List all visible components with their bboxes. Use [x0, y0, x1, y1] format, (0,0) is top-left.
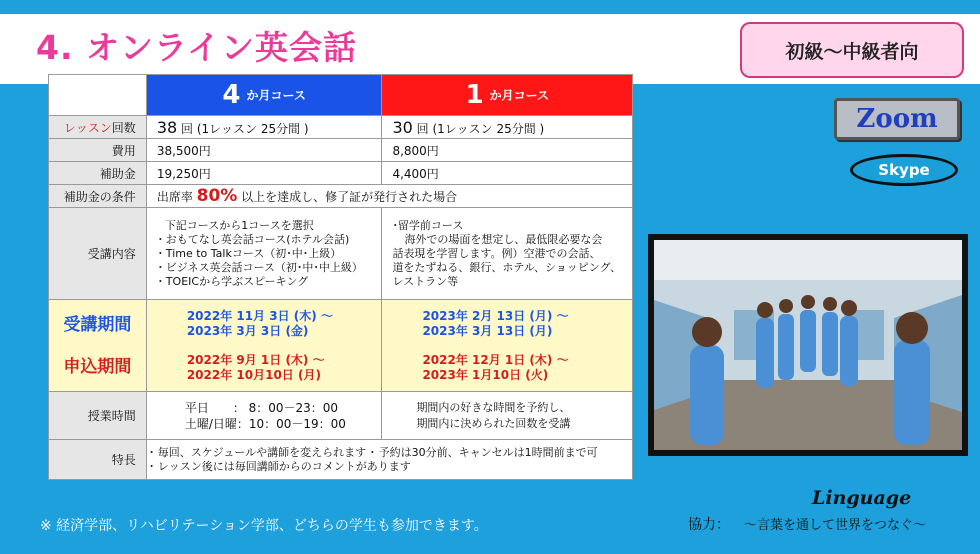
content-4month — [146, 208, 382, 300]
features-label: 特長 — [49, 440, 147, 480]
subsidy-row — [49, 162, 633, 185]
condition-row — [49, 185, 633, 208]
top-accent-bar — [0, 0, 980, 14]
apply-period-label: 申込期間 — [63, 356, 132, 377]
subsidy-label: 補助金 — [49, 162, 147, 185]
features-line: ･ レッスン後には毎回講師からのコメントがあります — [148, 459, 411, 473]
apply-period-4month-start: 2022年 9月 1日 (木) 〜 — [186, 352, 325, 367]
study-period-label: 受講期間 — [63, 314, 132, 335]
content-1month-line: 道をたずねる、銀行、ホテル、ショッピング、 — [392, 260, 622, 274]
hours-weekend: 土曜/日曜：10：00－19：00 — [184, 416, 346, 431]
content-4month-line: ・おもてなし英会話コース(ホテル会話) — [154, 232, 350, 246]
content-1month-line: レストラン等 — [392, 274, 459, 288]
content-4month-line: ・TOEICから学ぶスピーキング — [154, 274, 309, 288]
instructors-photo-illustration — [654, 240, 962, 450]
apply-period-4month-end: 2022年 10月10日 (月) — [186, 367, 321, 382]
course-1month-header — [382, 75, 633, 116]
level-badge: 初級〜中級者向 — [740, 22, 964, 78]
credit-label: 協力： — [688, 517, 730, 533]
hours-label: 授業時間 — [49, 392, 147, 440]
apply-period-1month-start: 2022年 12月 1日 (木) 〜 — [422, 352, 569, 367]
lessons-1month-count: 30 — [392, 117, 413, 137]
hours-1month — [382, 392, 633, 440]
course-4month-number: 4 — [222, 80, 241, 110]
content-4month-line: 下記コースから1コースを選択 — [164, 218, 314, 232]
condition-label: 補助金の条件 — [49, 185, 147, 208]
lessons-4month-count: 38 — [156, 117, 178, 137]
cost-label: 費用 — [49, 139, 147, 162]
content-1month-line: ･留学前コース — [392, 218, 464, 232]
header-corner — [49, 75, 147, 116]
footnote: ※ 経済学部、リハビリテーション学部、どちらの学生も参加できます。 — [40, 518, 488, 534]
condition-percent: 80% — [196, 186, 238, 206]
features-line: ･ 毎回、スケジュールや講師を変えられます ･ 予約は30分前、キャンセルは1時間前まで可 — [148, 445, 598, 459]
cost-1month: 8,800円 — [382, 139, 633, 162]
hours-weekday: 平日 ： 8：00－23：00 — [184, 400, 339, 415]
lessons-row — [49, 116, 633, 139]
content-4month-line: ・ビジネス英会話コース（初･中･中上級） — [154, 260, 363, 274]
condition-post: 以上を達成し、修了証が発行された場合 — [237, 190, 458, 204]
features-row — [49, 440, 633, 480]
course-1month-number: 1 — [465, 80, 484, 110]
header-row — [49, 75, 633, 116]
period-row — [49, 300, 633, 392]
zoom-button[interactable]: Zoom — [834, 98, 960, 140]
lessons-label-red: レッスン — [63, 120, 112, 135]
cost-row — [49, 139, 633, 162]
linguage-tagline: 〜言葉を通して世界をつなぐ〜 — [744, 518, 927, 533]
hours-row — [49, 392, 633, 440]
linguage-logo: Linguage — [812, 487, 912, 509]
course-4month-label: か月コース — [246, 88, 306, 103]
study-period-4month-start: 2022年 11月 3日 (木) 〜 — [186, 308, 333, 323]
study-period-1month-end: 2023年 3月 13日 (月) — [422, 323, 553, 338]
apply-period-1month-end: 2023年 1月10日 (火) — [422, 367, 549, 382]
subsidy-4month: 19,250円 — [146, 162, 382, 185]
lessons-label — [49, 116, 147, 139]
content-1month-line: 話表現を学習します。例）空港での会話、 — [392, 246, 601, 260]
lessons-label-rest: 回数 — [111, 120, 136, 135]
lessons-1month-detail: 回 (1レッスン 25分間 ) — [416, 121, 545, 136]
content-1month-line: 海外での場面を想定し、最低限必要な会 — [404, 232, 603, 246]
study-period-1month-start: 2023年 2月 13日 (月) 〜 — [422, 308, 569, 323]
hours-1month-line: 期間内の好きな時間を予約し、 — [416, 400, 571, 414]
period-label — [49, 300, 147, 392]
lessons-1month — [382, 116, 633, 139]
lessons-4month-detail: 回 (1レッスン 25分間 ) — [181, 121, 309, 136]
condition-pre: 出席率 — [156, 190, 197, 204]
instructors-photo — [648, 234, 968, 456]
hours-1month-line: 期間内に決められた回数を受講 — [416, 416, 571, 430]
content-row — [49, 208, 633, 300]
cost-4month: 38,500円 — [146, 139, 382, 162]
lessons-4month — [146, 116, 382, 139]
course-1month-label: か月コース — [489, 88, 549, 103]
page-title: 4. オンライン英会話 — [36, 28, 357, 67]
skype-button[interactable]: Skype — [850, 154, 958, 186]
subsidy-1month: 4,400円 — [382, 162, 633, 185]
period-4month — [146, 300, 382, 392]
content-1month — [382, 208, 633, 300]
content-4month-line: ・Time to Talkコース（初･中･上級） — [154, 246, 342, 260]
study-period-4month-end: 2023年 3月 3日 (金) — [186, 323, 309, 338]
content-label: 受講内容 — [49, 208, 147, 300]
course-4month-header — [146, 75, 382, 116]
course-table — [48, 74, 633, 480]
period-1month — [382, 300, 633, 392]
hours-4month — [146, 392, 382, 440]
features-value — [146, 440, 632, 480]
condition-value — [146, 185, 632, 208]
